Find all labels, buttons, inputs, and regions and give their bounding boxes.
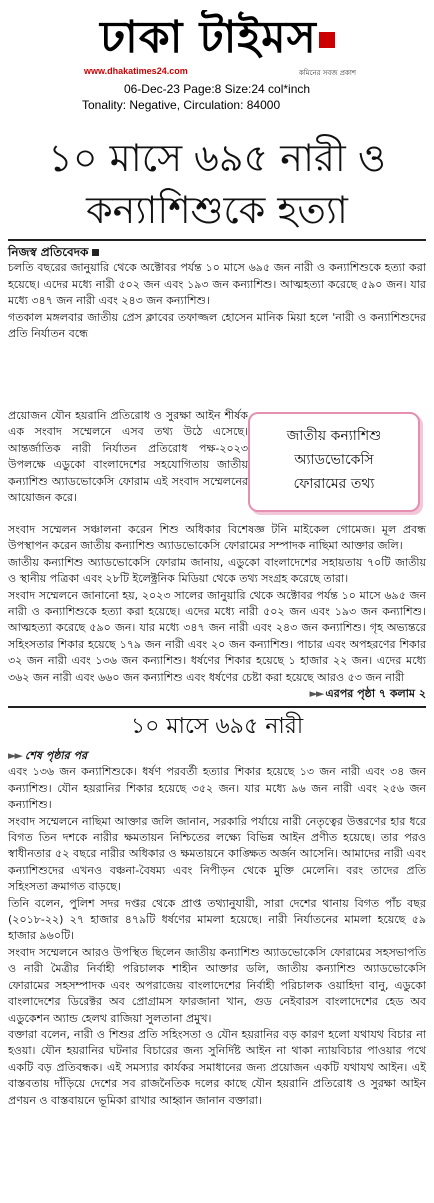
divider bbox=[8, 706, 426, 708]
callout-line-2: অ্যাডভোকেসি bbox=[294, 452, 374, 468]
article-bottom bbox=[8, 522, 426, 702]
article-para-5: সংবাদ সম্মেলনে জানানো হয়, ২০২৩ সালের জানুয়ারি থেকে অক্টোবর পর্যন্ত ১০ মাসে ৬৯৫ জন নারী ও কন্যাশিশুকে হত্যা করা হয়েছে। এদের মধ্যে নারী ৫০২ জন এবং ১৯৩ জন কন্যাশিশু। আত্মহত্যা করেছে ৫৯০ জন। যার মধ্যে ৩৪৭ জন নারী এবং ২৪৩ জন কন্যাশিশু। গৃহ অভ্যন্তরে সহিংসতার শিকার হয়েছে ১৭৯ জন নারী এবং ২০ জন কন্যাশিশু। পাচার এবং অপহরণের শিকার ৩২ জন নারী এবং ১৩৬ জন কন্যাশিশু। ধর্ষণের শিকার হয়েছে ১ হাজার ২২ জন। এদের মধ্যে ৩৬২ জন নারী এবং ৬৬০ জন কন্যাশিশু এবং ধর্ষণের চেষ্টা করা হয়েছে আরও ৫৩ জন নারী bbox=[8, 588, 426, 684]
headline bbox=[8, 132, 426, 236]
continued-note bbox=[8, 686, 426, 702]
article-top bbox=[8, 244, 426, 342]
clip-meta-page: 06-Dec-23 Page:8 Size:24 col*inch bbox=[123, 82, 311, 96]
from-label bbox=[8, 748, 426, 764]
continuation-para-2: সংবাদ সম্মেলনে নাছিমা আক্তার জলি জানান, সরকারি পর্যায়ে নারী নেতৃত্বের উত্তরণের হার ধরে বিগত তিন দশকে নারীর ক্ষমতায়ন নিশ্চিতের লক্ষ্যে বিভিন্ন আইন প্রণীত হয়েছে। তার পরও স্বাধীনতার ৫২ বছরে নারীর অধিকার ও ক্ষমতায়নে কাঙ্ক্ষিত অর্জন আসেনি। আমাদের নারী এবং কন্যাশিশুদের এখনও বঞ্চনা-বৈষম্য এবং নিপীড়ন থেকে মুক্তি মেলেনি। বরং তাদের প্রতি সহিংসতা ক্রমাগত বাড়ছে। bbox=[8, 814, 426, 894]
continued-text: এরপর পৃষ্ঠা ৭ কলাম ২ bbox=[325, 687, 426, 701]
callout-line-3: ফোরামের তথ্য bbox=[293, 476, 375, 492]
divider bbox=[8, 239, 426, 241]
article-para-1: চলতি বছরের জানুয়ারি থেকে অক্টোবর পর্যন্ত ১০ মাসে ৬৯৫ জন নারী ও কন্যাশিশুকে হত্যা করা হয়েছে। এদের মধ্যে নারী ৫০২ জন এবং ১৯৩ জন কন্যাশিশু। আত্মহত্যা করেছে ৫৯০ জন। যার মধ্যে ৩৪৭ জন নারী এবং ২৪৩ জন কন্যাশিশু। bbox=[8, 261, 426, 308]
masthead bbox=[0, 0, 434, 130]
article-para-4: জাতীয় কন্যাশিশু অ্যাডভোকেসি ফোরাম জানায়, এডুকো বাংলাদেশের সহায়তায় ৭০টি জাতীয় ও স্থানীয় পত্রিকা এবং ২৮টি ইলেক্ট্রনিক মিডিয়া থেকে তথ্য সংগ্রহ করেছে তারা। bbox=[8, 555, 426, 586]
square-icon bbox=[92, 249, 99, 256]
article-para-2-inset: প্রয়োজন যৌন হয়রানি প্রতিরোধ ও সুরক্ষা আইন শীর্ষক এক সংবাদ সম্মেলনে এসব তথ্য উঠে এসেছে। আন্তর্জাতিক নারী নির্যাতন প্রতিরোধ পক্ষ-২০২৩ উপলক্ষে এডুকো বাংলাদেশের সহযোগিতায় জাতীয় কন্যাশিশু অ্যাডভোকেসি ফোরাম এই সংবাদ সম্মেলনের আয়োজন করে। bbox=[8, 409, 248, 505]
site-url: www.dhakatimes24.com bbox=[84, 66, 188, 76]
logo-text: ঢাকা টাইমস bbox=[100, 12, 317, 63]
byline bbox=[8, 244, 426, 260]
callout-line-1: জাতীয় কন্যাশিশু bbox=[286, 428, 382, 444]
continuation-para-5: বক্তারা বলেন, নারী ও শিশুর প্রতি সহিংসতা ও যৌন হয়রানির বড় কারণ হলো যথাযথ বিচার না হওয়া। যৌন হয়রানির ঘটনার বিচারের জন্য সুনির্দিষ্ট আইন না থাকা ন্যায়বিচার পাওয়ার পথে একটি বড় প্রতিবন্ধক। এই সমস্যার কার্যকর সমাধানের জন্য প্রয়োজন একটি যথাযথ আইন। এই বাস্তবতায় দাঁড়িয়ে দেশের সব রাজনৈতিক দলের কাছে যৌন হয়রানি প্রতিরোধ ও সুরক্ষা আইন প্রণয়ন ও বাস্তবায়নে ভূমিকা রাখার আহ্বান জানান বক্তারা। bbox=[8, 1027, 426, 1107]
continuation-body bbox=[8, 748, 426, 1109]
from-label-text: শেষ পৃষ্ঠার পর bbox=[24, 749, 88, 762]
clip-meta-tonality: Tonality: Negative, Circulation: 84000 bbox=[82, 98, 281, 112]
headline-line-1: ১০ মাসে ৬৯৫ নারী ও bbox=[48, 136, 386, 180]
newspaper-logo bbox=[80, 10, 355, 65]
continuation-para-4: সংবাদ সম্মেলনে আরও উপস্থিত ছিলেন জাতীয় কন্যাশিশু অ্যাডভোকেসি ফোরামের সহসভাপতি ও নারী মৈত্রীর নির্বাহী পরিচালক শাহীন আক্তার ডলি, জাতীয় কন্যাশিশু অ্যাডভোকেসি ফোরামের সহসম্পাদক এবং অপরাজেয় বাংলাদেশের নির্বাহী পরিচালক ওয়াহিদা বানু, এডুকো বাংলাদেশের ডিরেক্টর অব প্রোগ্রামস ফারজানা খান, গুড নেইবারস বাংলাদেশের হেড অব এডুকেশন অ্যান্ড হেলথ রাজিয়া সুলতানা প্রমুখ। bbox=[8, 945, 426, 1025]
arrow-right-icon: ►► bbox=[309, 687, 323, 701]
callout-box bbox=[248, 412, 420, 512]
article-para-2-top: গতকাল মঙ্গলবার জাতীয় প্রেস ক্লাবের তফাজ্জল হোসেন মানিক মিয়া হলে 'নারী ও কন্যাশিশুদের প্রতি নির্যাতন বন্ধে bbox=[8, 310, 426, 341]
byline-text: নিজস্ব প্রতিবেদক bbox=[8, 245, 89, 259]
headline-line-2: কন্যাশিশুকে হত্যা bbox=[86, 188, 348, 232]
arrow-right-icon: ►► bbox=[8, 749, 21, 762]
article-para-3: সংবাদ সম্মেলন সঞ্চালনা করেন শিশু অধিকার বিশেষজ্ঞ টনি মাইকেল গোমেজ। মূল প্রবন্ধ উপস্থাপন করেন জাতীয় কন্যাশিশু অ্যাডভোকেসি ফোরামের সম্পাদক নাছিমা আক্তার জলি। bbox=[8, 523, 426, 553]
continuation-para-1: এবং ১৩৬ জন কন্যাশিশুকে। ধর্ষণ পরবর্তী হত্যার শিকার হয়েছে ১৩ জন নারী এবং ৩৪ জন কন্যাশিশু। যৌন হয়রানির শিকার হয়েছে ৩৫২ জন। যার মধ্যে ৯৬ জন নারী এবং ২৫৬ জন কন্যাশিশু। bbox=[8, 765, 426, 812]
continuation-headline: ১০ মাসে ৬৯৫ নারী bbox=[130, 714, 304, 739]
tagline: কমিনের সবজ প্রকাশ bbox=[298, 69, 356, 77]
inset-block bbox=[8, 408, 426, 508]
logo-dot-icon bbox=[319, 32, 335, 48]
continuation-para-3: তিনি বলেন, পুলিশ সদর দপ্তর থেকে প্রাপ্ত তথ্যানুযায়ী, সারা দেশের থানায় বিগত পাঁচ বছর (২০১৮-২২) ২৭ হাজার ৪৭৯টি ধর্ষণের মামলা হয়েছে। নারী নির্যাতনের মামলা হয়েছে ৫৯ হাজার ৯৬০টি। bbox=[8, 896, 426, 943]
